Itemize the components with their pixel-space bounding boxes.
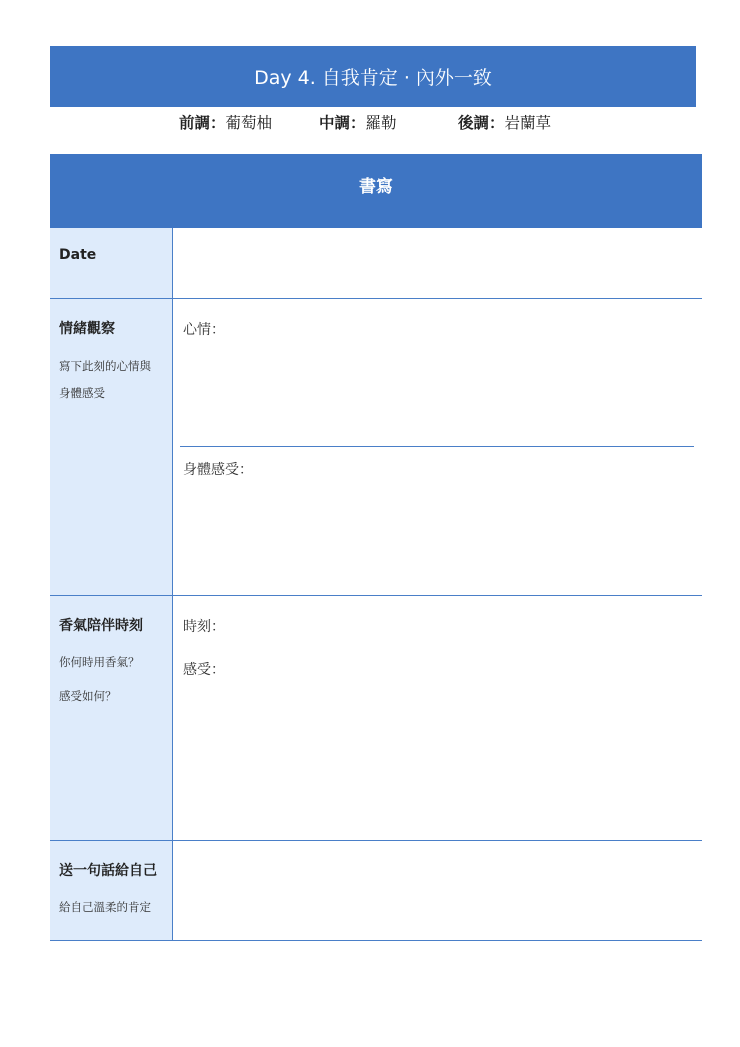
- message-label-cell: [50, 841, 173, 940]
- top-note: [179, 111, 272, 133]
- emotion-row: [50, 299, 702, 596]
- message-writing-area[interactable]: [173, 841, 702, 940]
- emotion-writing-area[interactable]: [173, 299, 702, 595]
- middle-note-separator: ：: [350, 114, 366, 132]
- aroma-label-cell: [50, 596, 173, 840]
- emotion-hint-line1: 寫下此刻的心情與: [59, 359, 151, 373]
- table-header: [50, 154, 702, 228]
- aroma-hint-line1: 你何時用香氣？: [59, 655, 140, 669]
- writing-table: [50, 154, 702, 941]
- table-header-text: 書寫: [359, 177, 393, 197]
- base-note: [458, 111, 551, 133]
- aroma-hint-line2: 感受如何？: [59, 689, 117, 703]
- emotion-divider: [180, 446, 694, 447]
- date-label: Date: [59, 247, 97, 263]
- emotion-label-cell: [50, 299, 173, 595]
- mood-field-label: 心情：: [183, 322, 225, 338]
- top-note-value: 葡萄柚: [225, 114, 273, 132]
- message-label: 送一句話給自己: [59, 863, 157, 879]
- top-note-label: 前調: [179, 114, 211, 132]
- page-title-text: Day 4. 自我肯定 · 內外一致: [254, 67, 492, 89]
- date-label-cell: [50, 228, 173, 298]
- base-note-value: 岩蘭草: [504, 114, 552, 132]
- middle-note: [319, 111, 397, 133]
- aroma-row: [50, 596, 702, 841]
- aroma-label: 香氣陪伴時刻: [59, 618, 143, 634]
- aroma-writing-area[interactable]: [173, 596, 702, 840]
- middle-note-value: 羅勒: [365, 114, 397, 132]
- emotion-hint-line2: 身體感受: [59, 386, 105, 400]
- top-note-separator: ：: [210, 114, 226, 132]
- date-row: [50, 228, 702, 299]
- scent-notes: [0, 111, 740, 133]
- message-row: [50, 841, 702, 941]
- time-field-label: 時刻：: [183, 619, 225, 635]
- base-note-separator: ：: [489, 114, 505, 132]
- message-hint: 給自己溫柔的肯定: [59, 900, 151, 914]
- middle-note-label: 中調: [319, 114, 351, 132]
- emotion-label: 情緒觀察: [59, 321, 115, 337]
- date-input-area[interactable]: [173, 228, 702, 298]
- base-note-label: 後調: [458, 114, 490, 132]
- feeling-field-label: 感受：: [183, 662, 225, 678]
- body-field-label: 身體感受：: [183, 462, 253, 478]
- page-title: [50, 46, 696, 107]
